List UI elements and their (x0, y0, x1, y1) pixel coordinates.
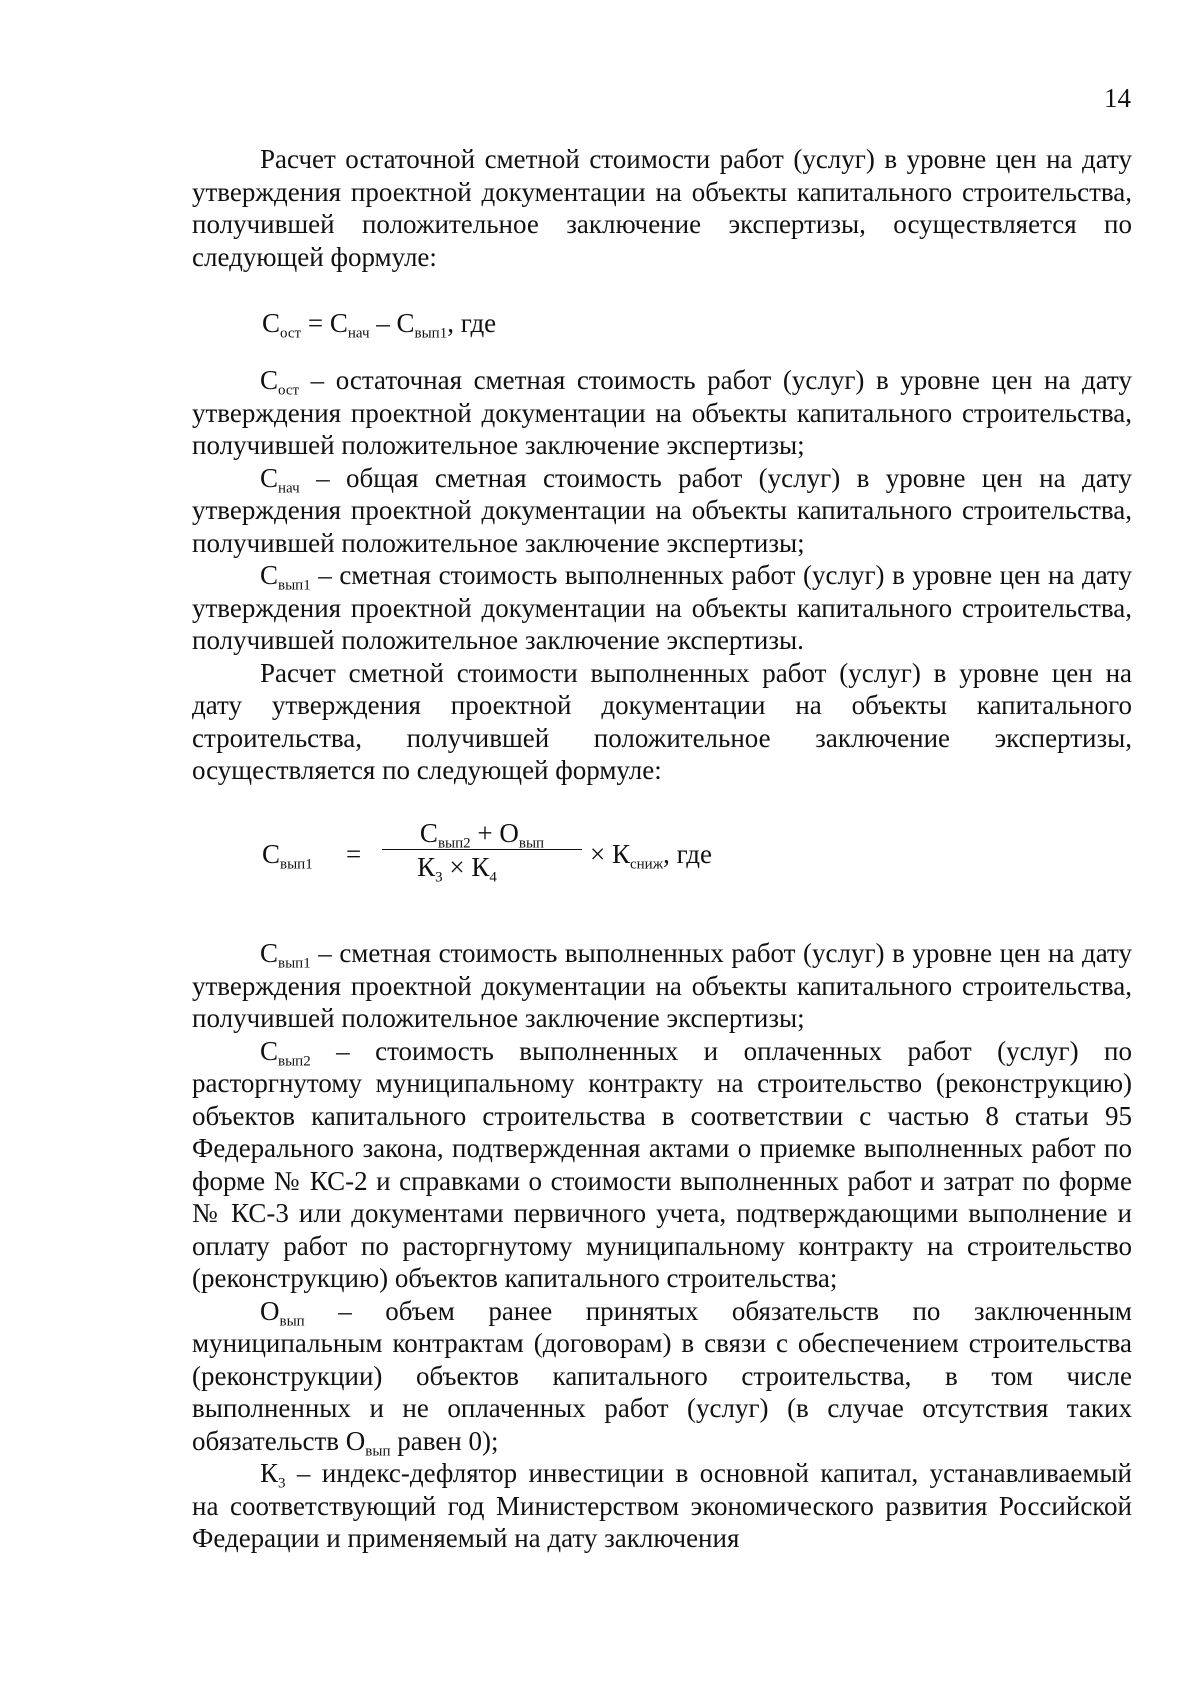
intro-paragraph-block (192, 143, 1132, 273)
formula2-rhs: × $К_{сниж}$, где (590, 839, 713, 873)
formula2-fraction (382, 818, 582, 886)
definitions-block-1 (192, 364, 1132, 787)
formula2-denominator: $К_3 \times К_4$ (417, 852, 497, 886)
formula-completed-cost (262, 818, 782, 898)
formula2-equals: = (346, 839, 362, 869)
formula2-numerator: $С_{вып2} + О_{вып}$ (419, 818, 545, 852)
definition-k3: $К_3$ – индекс-дефлятор инвестиции в основной капитал, устанавливаемый на соответствующий год Министерством экономического развития Российской Федерации и применяемый на дату заключения (192, 1458, 1132, 1553)
page-number: 14 (1104, 83, 1131, 113)
definition-c-vyp2: $С_{вып2}$ – стоимость выполненных и оплаченных работ (услуг) по расторгнутому муниципальному контракту на строительство (реконструкцию) объектов капитального строительства в соответствии с частью 8 статьи 95 Федерального закона, подтвержденная актами о приемке выполненных работ по форме № КС-2 и справками о стоимости выполненных работ и затрат по форме № КС-3 или документами первичного учета, подтверждающими выполнение и оплату работ по расторгнутому муниципальному контракту на строительство (реконструкцию) объектов капитального строительства; (192, 1035, 1132, 1293)
definition-c-vyp1: $С_{вып1}$ – сметная стоимость выполненных работ (услуг) в уровне цен на дату утверждения проектной документации на объекты капитального строительства, получившей положительное заключение экспертизы. (192, 560, 1132, 655)
definition-c-nach: $С_{нач}$ – общая сметная стоимость работ (услуг) в уровне цен на дату утверждения проектной документации на объекты капитального строительства, получившей положительное заключение экспертизы; (192, 462, 1132, 558)
fraction-bar (382, 849, 582, 850)
definition-o-vyp: $О_{вып}$ – объем ранее принятых обязательств по заключенным муниципальным контрактам (договорам) в связи с обеспечением строительства (реконструкции) объектов капитального строительства, в том числе выполненных и не оплаченных работ (услуг) (в случае отсутствия таких обязательств $О_{вып}$ равен 0); (192, 1295, 1132, 1459)
definitions-block-2 (192, 937, 1132, 1555)
formula-residual-cost: $С_{ост} = С_{нач} - С_{вып1}$, где (262, 308, 497, 342)
definition-c-ost: $С_{ост}$ – остаточная сметная стоимость работ (услуг) в уровне цен на дату утверждения проектной документации на объекты капитального строительства, получившей положительное заключение экспертизы; (192, 365, 1132, 460)
definition-c-vyp1-2: $С_{вып1}$ – сметная стоимость выполненных работ (услуг) в уровне цен на дату утверждения проектной документации на объекты капитального строительства, получившей положительное заключение экспертизы; (192, 938, 1132, 1033)
intro-paragraph: Расчет остаточной сметной стоимости работ (услуг) в уровне цен на дату утверждения проектной документации на объекты капитального строительства, получившей положительное заключение экспертизы, осуществляется по следующей формуле: (192, 144, 1132, 272)
formula2-lhs: $С_{вып1}$ (262, 839, 313, 873)
intro2-paragraph: Расчет сметной стоимости выполненных работ (услуг) в уровне цен на дату утверждения проектной документации на объекты капитального строительства, получившей положительное заключение экспертизы, осуществляется по следующей формуле: (192, 657, 1132, 785)
